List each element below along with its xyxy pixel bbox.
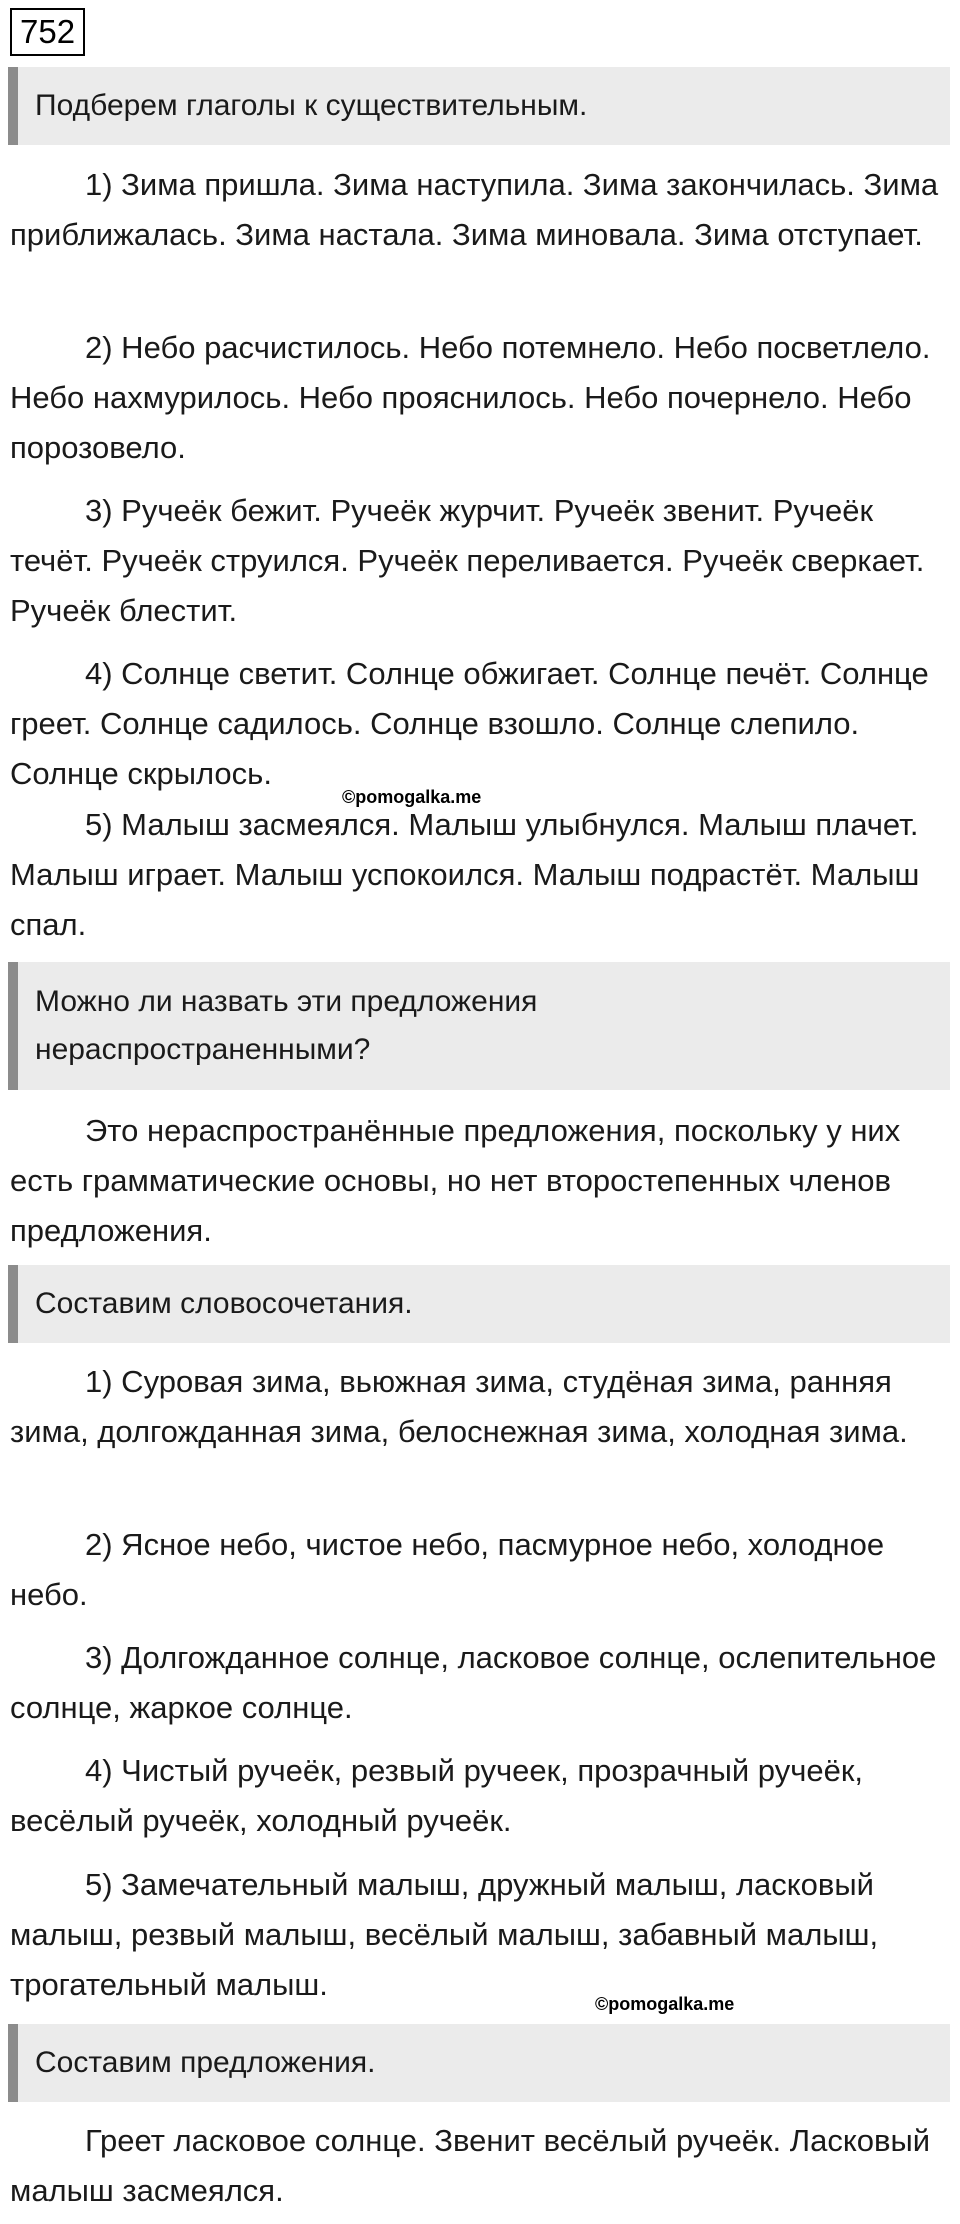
watermark: ©pomogalka.me: [595, 1994, 735, 2014]
answer-paragraph: 4) Чистый ручеёк, резвый ручеек, прозрачный ручеёк, весёлый ручеёк, холодный ручеёк.: [10, 1753, 863, 1838]
heading-text: Подберем глаголы к существительным.: [35, 89, 588, 122]
heading-text: Можно ли назвать эти предложения: [35, 985, 538, 1018]
answer-paragraph: 2) Ясное небо, чистое небо, пасмурное небо, холодное небо.: [10, 1527, 885, 1612]
answer-paragraph: 4) Солнце светит. Солнце обжигает. Солнце печёт. Солнце греет. Солнце садилось. Солнце взошло. Солнце слепило. Солнце скрылось.: [10, 656, 929, 791]
heading-text: Составим словосочетания.: [35, 1287, 413, 1320]
section-heading: [8, 2024, 950, 2102]
heading-text: нераспространенными?: [35, 1033, 371, 1066]
answer-paragraph: 5) Замечательный малыш, дружный малыш, ласковый малыш, резвый малыш, весёлый малыш, забавный малыш, трогательный малыш.: [10, 1867, 879, 2002]
section-heading: [8, 67, 950, 145]
answer-paragraph: 2) Небо расчистилось. Небо потемнело. Небо посветлело. Небо нахмурилось. Небо прояснилось. Небо почернело. Небо порозовело.: [10, 330, 931, 465]
answer-paragraph: 3) Ручеёк бежит. Ручеёк журчит. Ручеёк звенит. Ручеёк течёт. Ручеёк струился. Ручеёк переливается. Ручеёк сверкает. Ручеёк блестит.: [10, 493, 925, 628]
answer-paragraph: Это нераспространённые предложения, поскольку у них есть грамматические основы, но нет второстепенных членов предложения.: [10, 1113, 901, 1248]
heading-text: Составим предложения.: [35, 2046, 376, 2079]
section-heading: [8, 1265, 950, 1343]
answer-paragraph: 1) Суровая зима, вьюжная зима, студёная зима, ранняя зима, долгожданная зима, белоснежная зима, холодная зима.: [10, 1364, 908, 1449]
answer-paragraph: Греет ласковое солнце. Звенит весёлый ручеёк. Ласковый малыш засмеялся.: [10, 2123, 931, 2208]
section-heading: [8, 962, 950, 1090]
answer-paragraph: 3) Долгожданное солнце, ласковое солнце, ослепительное солнце, жаркое солнце.: [10, 1640, 937, 1725]
answer-paragraph: 5) Малыш засмеялся. Малыш улыбнулся. Малыш плачет. Малыш играет. Малыш успокоился. Малыш подрастёт. Малыш спал.: [10, 807, 920, 942]
answer-paragraph: 1) Зима пришла. Зима наступила. Зима закончилась. Зима приближалась. Зима настала. Зима миновала. Зима отступает.: [10, 167, 939, 252]
watermark: ©pomogalka.me: [342, 787, 482, 807]
task-number-box: 752: [10, 8, 85, 56]
